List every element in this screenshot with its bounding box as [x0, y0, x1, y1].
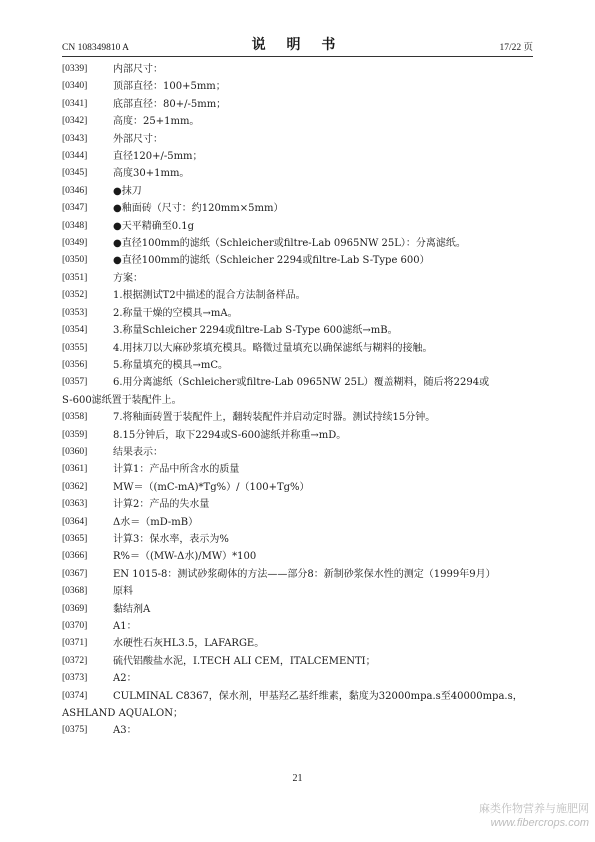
paragraph — [62, 148, 537, 165]
paragraph-number: [0339] — [62, 64, 88, 74]
paragraph-text: ●釉面砖（尺寸：约120mm×5mm） — [113, 203, 284, 215]
paragraph-text: 硫代铝酸盐水泥，I.TECH ALI CEM，ITALCEMENTI； — [113, 655, 376, 667]
paragraph-number: [0352] — [62, 290, 88, 301]
paragraph-text: 顶部直径：100+5mm； — [113, 81, 226, 93]
watermark-title: 麻类作物营养与施肥网 — [479, 802, 589, 815]
paragraph-number: [0367] — [62, 568, 88, 579]
paragraph — [62, 165, 537, 182]
paragraph — [62, 531, 537, 548]
paragraph-number: [0373] — [62, 673, 88, 684]
paragraph-text: ●抹刀 — [113, 185, 142, 197]
paragraph-text: MW＝（(mC-mA)*Tg%）/（100+Tg%） — [113, 481, 310, 493]
paragraph — [62, 61, 537, 78]
paragraph-text: 内部尺寸： — [113, 64, 163, 75]
paragraph-text: EN 1015-8：测试砂浆砌体的方法——部分8：新制砂浆保水性的测定（1999年9月） — [113, 568, 496, 580]
paragraph — [62, 270, 537, 287]
paragraph-text: 直径120+/-5mm； — [113, 151, 203, 163]
paragraph-number: [0355] — [62, 342, 88, 353]
page-counter: 17/22 页 — [499, 43, 533, 53]
paragraph — [62, 479, 537, 496]
paragraph — [62, 200, 537, 217]
paragraph-text: A1： — [113, 621, 137, 632]
paragraph-number: [0346] — [62, 185, 88, 196]
paragraph-text: A3： — [113, 725, 137, 737]
paragraph-text: A2： — [113, 673, 137, 685]
paragraph — [62, 601, 537, 618]
paragraph — [62, 514, 537, 531]
paragraph-number: [0369] — [62, 603, 88, 614]
paragraph-number: [0349] — [62, 238, 88, 249]
paragraph-number: [0357] — [62, 377, 88, 388]
paragraph — [62, 635, 537, 652]
paragraph — [62, 252, 537, 269]
paragraph — [62, 670, 537, 687]
paragraph-text: 高度30+1mm。 — [113, 168, 190, 180]
paragraph — [62, 322, 537, 339]
paragraph-number: [0347] — [62, 203, 88, 214]
paragraph-text: 7.将釉面砖置于装配件上，翻转装配件并启动定时器。测试持续15分钟。 — [113, 412, 436, 424]
paragraph-number: [0348] — [62, 220, 88, 231]
paragraph — [62, 374, 537, 391]
paragraph-number: [0375] — [62, 725, 88, 736]
paragraph-number: [0372] — [62, 655, 88, 666]
paragraph-number: [0356] — [62, 359, 88, 370]
paragraph-number: [0365] — [62, 533, 88, 544]
paragraph-text: 1.根据测试T2中描述的混合方法制备样品。 — [113, 290, 306, 302]
paragraph — [62, 653, 537, 670]
paragraph — [62, 496, 537, 513]
paragraph — [62, 287, 537, 304]
paragraph — [62, 409, 537, 426]
paragraph — [62, 566, 537, 583]
paragraph-number: [0343] — [62, 133, 88, 144]
paragraph-number: [0361] — [62, 464, 88, 475]
paragraph-text: 方案： — [113, 272, 143, 284]
paragraph — [62, 444, 537, 461]
paragraph-text: 4.用抹刀以大麻砂浆填充模具。略微过量填充以确保滤纸与糊料的接触。 — [113, 342, 433, 354]
paragraph-text: 计算3：保水率，表示为% — [113, 533, 229, 545]
paragraph-number: [0341] — [62, 98, 88, 109]
paragraph-number: [0342] — [62, 116, 88, 127]
paragraph-text: ●直径100mm的滤纸（Schleicher或filtre-Lab 0965NW 25L）：分离滤纸。 — [113, 238, 466, 250]
paragraph — [62, 78, 537, 95]
paragraph — [62, 427, 537, 444]
paragraph — [62, 357, 537, 374]
paragraph — [62, 113, 537, 130]
paragraph-number: [0374] — [62, 690, 88, 701]
watermark-url: www.fibercrops.com — [490, 817, 589, 829]
document-title: 说 明 书 — [251, 37, 344, 53]
paragraph — [62, 548, 537, 565]
paragraph-text: R%＝（(MW-Δ水)/MW）*100 — [113, 551, 257, 563]
paragraph-text: 6.用分离滤纸（Schleicher或filtre-Lab 0965NW 25L）覆盖糊料，随后将2294或 — [113, 377, 490, 389]
paragraph-text: 3.称量Schleicher 2294或filtre-Lab S-Type 600滤纸→mB。 — [113, 325, 398, 337]
paragraph-text: 2.称量干燥的空模具→mA。 — [113, 307, 238, 319]
paragraph-continuation — [62, 705, 537, 722]
paragraph-number: [0350] — [62, 255, 88, 266]
paragraph-number: [0345] — [62, 168, 88, 179]
paragraph-number: [0366] — [62, 551, 88, 562]
paragraph-text: 计算1：产品中所含水的质量 — [113, 464, 240, 476]
paragraph — [62, 688, 537, 705]
page-header — [62, 34, 533, 57]
paragraph-text: 原料 — [113, 586, 133, 598]
paragraph-number: [0358] — [62, 412, 88, 423]
paragraph-text: CULMINAL C8367，保水剂，甲基羟乙基纤维素，黏度为32000mpa.s至40000mpa.s， — [113, 690, 523, 702]
paragraph-text: 结果表示： — [113, 446, 163, 458]
paragraph-number: [0368] — [62, 586, 88, 597]
paragraph-text: ●直径100mm的滤纸（Schleicher 2294或filtre-Lab S-Type 600） — [113, 255, 430, 267]
paragraph-number: [0363] — [62, 499, 88, 510]
paragraph-text: 8.15分钟后，取下2294或S-600滤纸并称重→mD。 — [113, 429, 347, 441]
paragraph-text: 5.称量填充的模具→mC。 — [113, 359, 229, 371]
paragraph-continuation-text: ASHLAND AQUALON； — [62, 708, 183, 720]
paragraph — [62, 218, 537, 235]
paragraph-text: 黏结剂A — [113, 603, 151, 615]
paragraph-number: [0353] — [62, 307, 88, 318]
paragraph-continuation-text: S-600滤纸置于装配件上。 — [62, 394, 182, 406]
paragraph-text: 外部尺寸： — [113, 133, 163, 145]
paragraph-text: Δ水＝（mD-mB） — [113, 516, 199, 528]
paragraph-number: [0360] — [62, 446, 88, 457]
document-body — [62, 61, 537, 740]
paragraph — [62, 183, 537, 200]
paragraph — [62, 618, 537, 635]
paragraph — [62, 305, 537, 322]
paragraph-number: [0351] — [62, 272, 88, 283]
paragraph — [62, 461, 537, 478]
paragraph — [62, 235, 537, 252]
watermark — [479, 802, 589, 830]
paragraph-text: 计算2：产品的失水量 — [113, 499, 210, 511]
paragraph-text: 水硬性石灰HL3.5，LAFARGE。 — [113, 638, 265, 650]
paragraph-number: [0354] — [62, 325, 88, 336]
paragraph-number: [0362] — [62, 481, 88, 492]
paragraph-number: [0370] — [62, 621, 88, 631]
patent-number: CN 108349810 A — [62, 43, 130, 53]
page-number: 21 — [292, 773, 303, 784]
paragraph — [62, 96, 537, 113]
paragraph-text: 高度：25+1mm。 — [113, 116, 200, 128]
paragraph-text: ●天平精确至0.1g — [113, 220, 195, 232]
paragraph-continuation — [62, 392, 537, 409]
paragraph-text: 底部直径：80+/-5mm； — [113, 98, 227, 110]
paragraph-number: [0364] — [62, 516, 88, 527]
paragraph-number: [0371] — [62, 638, 88, 649]
paragraph-number: [0340] — [62, 81, 88, 92]
paragraph — [62, 131, 537, 148]
paragraph-number: [0359] — [62, 429, 88, 440]
paragraph — [62, 722, 537, 739]
paragraph — [62, 340, 537, 357]
paragraph-number: [0344] — [62, 151, 88, 162]
paragraph — [62, 583, 537, 600]
